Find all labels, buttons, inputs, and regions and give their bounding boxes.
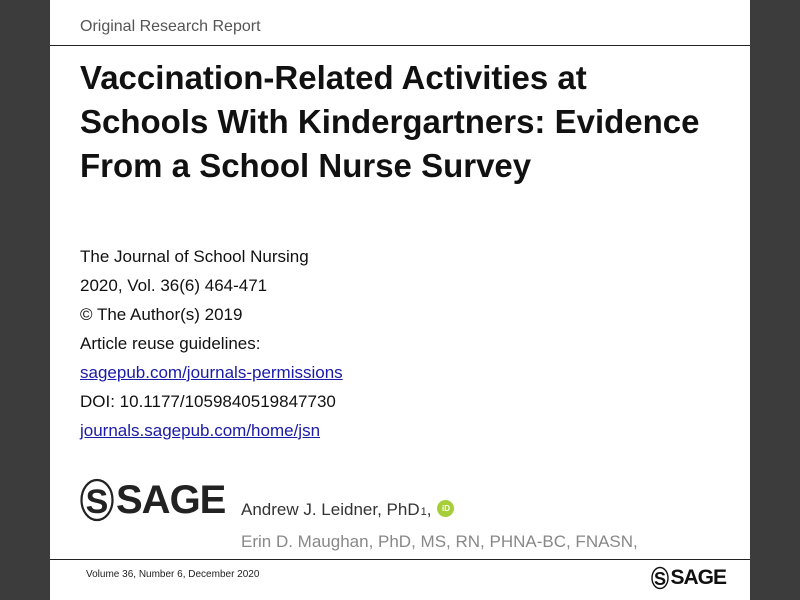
report-type-label: Original Research Report — [80, 18, 261, 35]
sage-s-circle-icon — [80, 478, 114, 522]
author-separator: , — [426, 500, 432, 519]
permissions-link[interactable]: sagepub.com/journals-permissions — [80, 363, 343, 382]
sage-s-circle-icon — [651, 566, 669, 590]
journal-home-link[interactable]: journals.sagepub.com/home/jsn — [80, 421, 321, 440]
sage-logo — [80, 478, 225, 522]
author-list — [241, 495, 638, 557]
affiliation-marker: 1 — [420, 506, 427, 518]
article-title: Vaccination-Related Activities at Schools With Kindergartners: Evidence From a School Nurse Survey — [80, 59, 700, 184]
journal-info — [80, 242, 343, 445]
author-name: Andrew J. Leidner, PhD — [241, 500, 420, 519]
volume-info: 2020, Vol. 36(6) 464-471 — [80, 276, 268, 295]
issue-info: Volume 36, Number 6, December 2020 — [86, 569, 260, 580]
reuse-label: Article reuse guidelines: — [80, 334, 261, 353]
footer-sage-logo — [651, 566, 726, 590]
footer-logo-text: SAGE — [670, 566, 726, 589]
author-item — [241, 495, 638, 527]
doi: DOI: 10.1177/1059840519847730 — [80, 392, 336, 411]
header-divider — [50, 45, 750, 46]
copyright-notice: © The Author(s) 2019 — [80, 305, 243, 324]
author-item: Erin D. Maughan, PhD, MS, RN, PHNA-BC, FNASN, — [241, 532, 638, 551]
sage-logo-text: SAGE — [116, 478, 226, 522]
page-footer — [50, 559, 750, 600]
document-page — [50, 0, 750, 600]
journal-name: The Journal of School Nursing — [80, 247, 309, 266]
orcid-icon[interactable]: iD — [437, 500, 454, 517]
svg-text:S: S — [85, 483, 109, 521]
svg-text:S: S — [654, 569, 667, 589]
